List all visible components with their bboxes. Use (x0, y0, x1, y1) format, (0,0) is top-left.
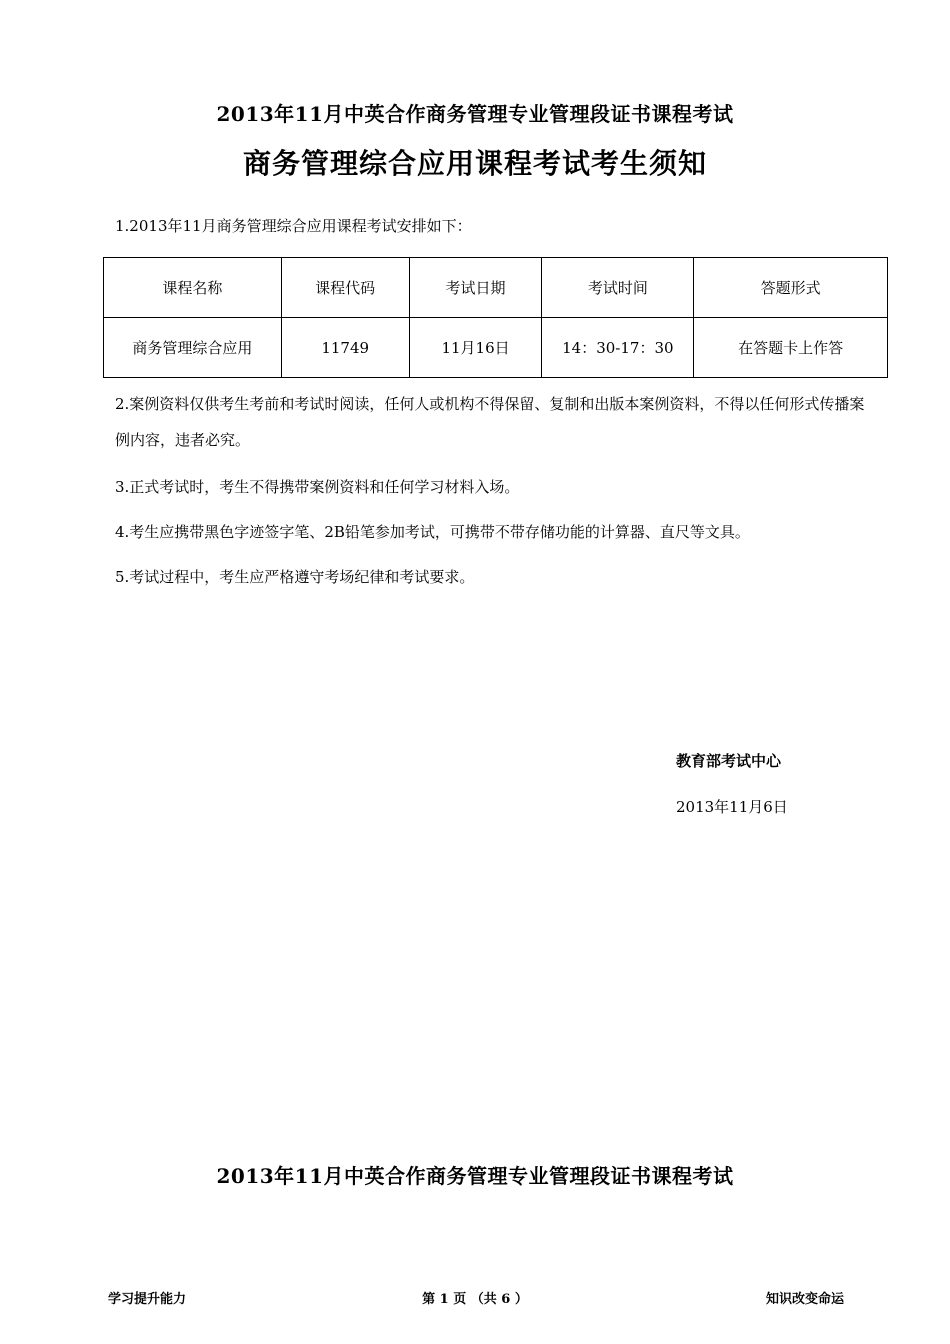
course-name-cell: 商务管理综合应用 (104, 318, 282, 378)
exam-time-cell: 14：30-17：30 (542, 318, 694, 378)
issue-date: 2013年11月6日 (676, 798, 788, 816)
answer-format-cell: 在答题卡上作答 (694, 318, 888, 378)
document-main-title: 商务管理综合应用课程考试考生须知 (242, 147, 707, 180)
table-header-cell: 考试时间 (542, 258, 694, 318)
course-code-cell: 11749 (281, 318, 409, 378)
footer-left-slogan: 学习提升能力 (108, 1292, 187, 1307)
table-header-cell: 课程名称 (104, 258, 282, 318)
table-header-cell: 考试日期 (409, 258, 542, 318)
table-header-row (104, 258, 888, 318)
notice-item-5: 5.考试过程中，考生应严格遵守考场纪律和考试要求。 (115, 568, 475, 586)
exam-date-cell: 11月16日 (409, 318, 542, 378)
notice-item-3: 3.正式考试时，考生不得携带案例资料和任何学习材料入场。 (115, 478, 520, 496)
exam-schedule-table (103, 257, 888, 378)
notice-item-2: 2.案例资料仅供考生考前和考试时阅读，任何人或机构不得保留、复制和出版本案例资料，不得以任何形式传播案例内容，违者必究。 (115, 395, 865, 449)
notice-item-1: 1.2013年11月商务管理综合应用课程考试安排如下： (115, 217, 472, 235)
table-header-cell: 课程代码 (281, 258, 409, 318)
issuing-organization: 教育部考试中心 (676, 752, 782, 770)
table-header-cell: 答题形式 (694, 258, 888, 318)
page-number: 第 1 页 （共 6 ） (422, 1292, 528, 1307)
document-header-title: 2013年11月中英合作商务管理专业管理段证书课程考试 (216, 102, 734, 126)
footer-right-slogan: 知识改变命运 (766, 1292, 845, 1307)
next-page-header-title: 2013年11月中英合作商务管理专业管理段证书课程考试 (216, 1164, 734, 1188)
notice-item-4: 4.考生应携带黑色字迹签字笔、2B铅笔参加考试，可携带不带存储功能的计算器、直尺等文具。 (115, 523, 750, 541)
table-row (104, 318, 888, 378)
